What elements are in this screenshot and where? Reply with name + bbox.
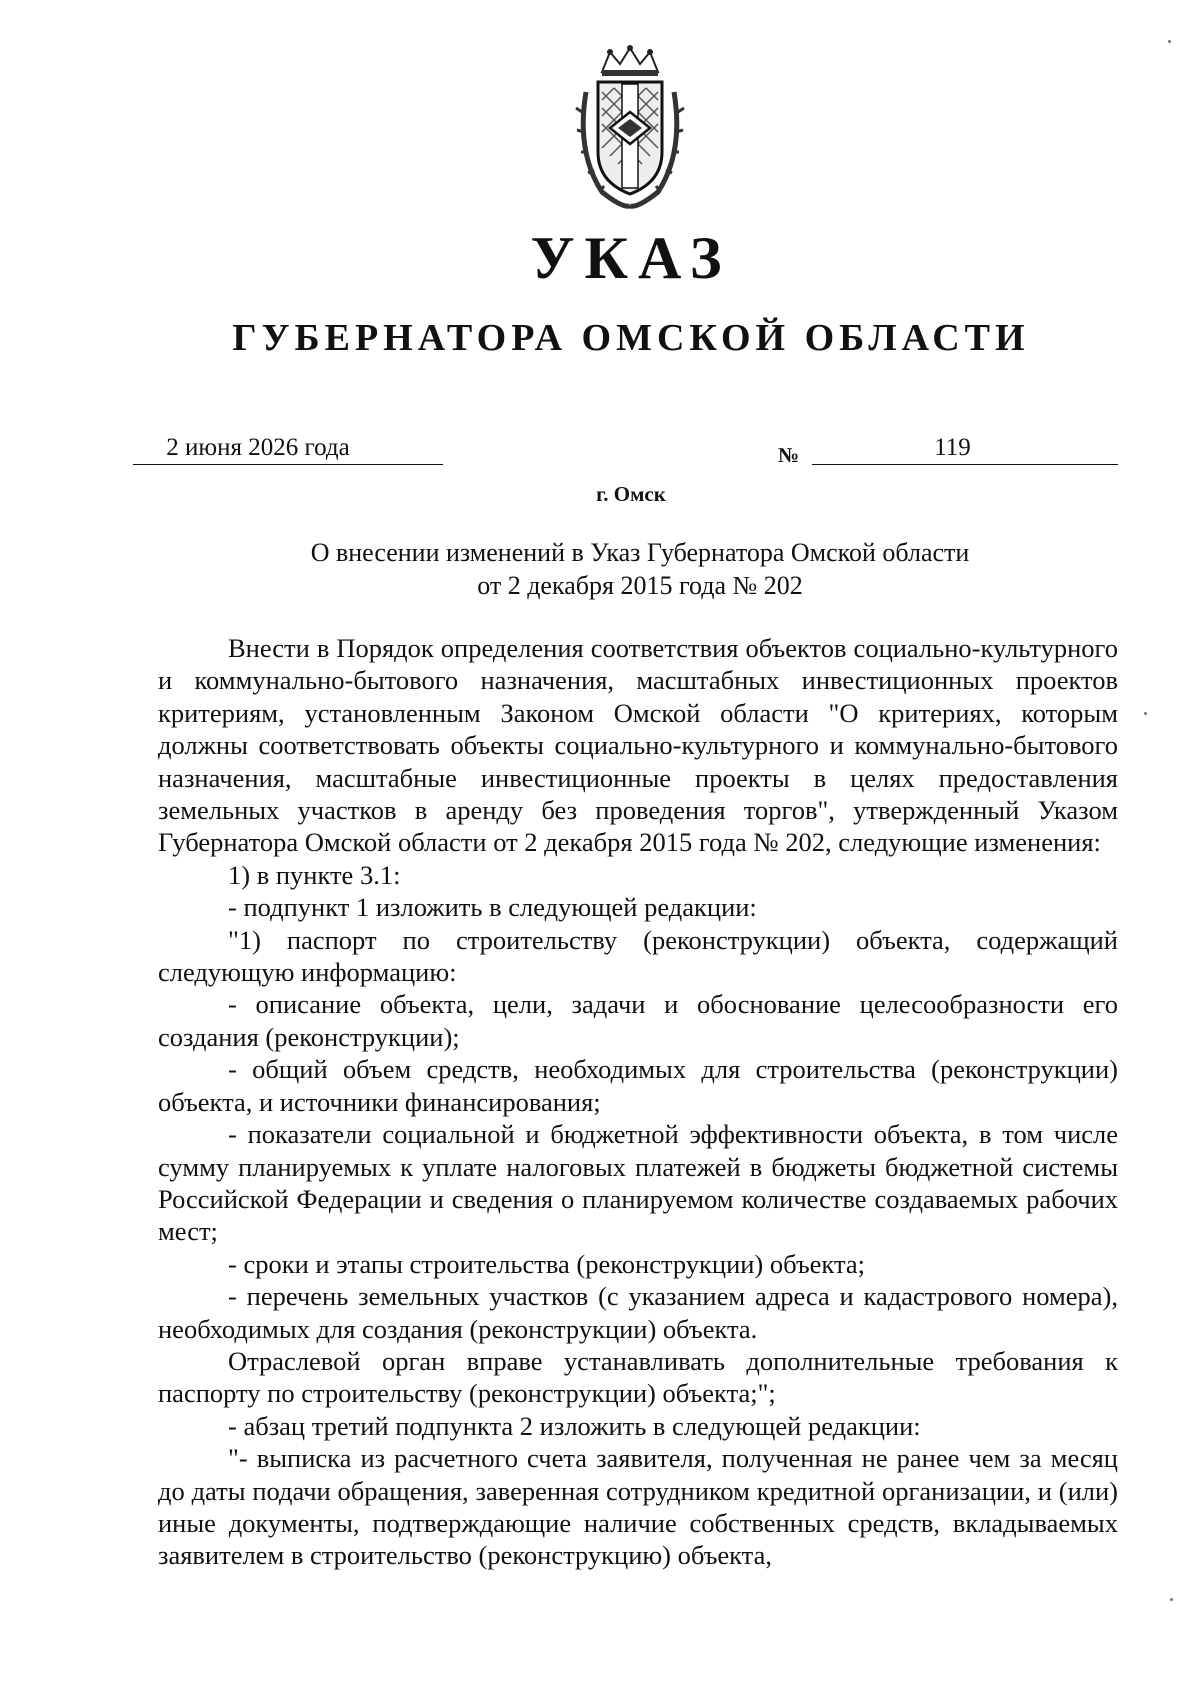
document-date: 2 июня 2026 года — [166, 434, 350, 461]
scan-speck — [1168, 40, 1171, 43]
body-paragraph: - показатели социальной и бюджетной эффективности объекта, в том числе сумму планируемых к уплате налоговых платежей в бюджеты бюджетной системы Российской Федерации и сведения о планируемом количестве создаваемых рабочих мест; — [158, 1119, 1118, 1247]
body-paragraph: - общий объем средств, необходимых для строительства (реконструкции) объекта, и источники финансирования; — [158, 1054, 1118, 1117]
body-paragraph: 1) в пункте 3.1: — [228, 859, 401, 890]
document-subtitle: ГУБЕРНАТОРА ОМСКОЙ ОБЛАСТИ — [232, 317, 1030, 359]
body-paragraph: Внести в Порядок определения соответствия объектов социально-культурного и коммунально-бытового назначения, масштабных инвестиционных проектов критериям, установленным Законом Омской области "О критериях, которым должны соответствовать объекты социально-культурного и коммунально-бытового назначения, масштабные инвестиционные проекты в целях предоставления земельных участков в аренду без проведения торгов", утвержденный Указом Губернатора Омской области от 2 декабря 2015 года № 202, следующие изменения: — [158, 633, 1118, 858]
document-city: г. Омск — [596, 482, 666, 506]
subject-line-2: от 2 декабря 2015 года № 202 — [477, 571, 803, 600]
document-title: УКАЗ — [530, 225, 732, 291]
body-paragraph: "- выписка из расчетного счета заявителя, полученная не ранее чем за месяц до даты подачи обращения, заверенная сотрудником кредитной организации, и (или) иные документы, подтверждающие наличие собственных средств, вкладываемых заявителем в строительство (реконструкцию) объекта, — [158, 1443, 1118, 1571]
document-number-field — [812, 432, 1118, 465]
body-paragraph: - описание объекта, цели, задачи и обоснование целесообразности его создания (реконструкции); — [158, 989, 1118, 1052]
body-paragraph: - сроки и этапы строительства (реконструкции) объекта; — [228, 1248, 865, 1279]
body-paragraph: - подпункт 1 изложить в следующей редакции: — [228, 892, 757, 923]
number-label: № — [778, 443, 800, 467]
subject-line-1: О внесении изменений в Указ Губернатора Омской области — [310, 538, 970, 567]
scan-speck — [1170, 1598, 1173, 1601]
body-paragraph: - перечень земельных участков (с указанием адреса и кадастрового номера), необходимых для создания (реконструкции) объекта. — [158, 1281, 1118, 1344]
document-subject — [200, 536, 1080, 602]
scan-speck — [1144, 712, 1147, 715]
body-paragraph: - абзац третий подпункта 2 изложить в следующей редакции: — [228, 1410, 921, 1441]
document-number: 119 — [934, 434, 971, 461]
document-body — [158, 632, 1118, 1572]
document-date-field — [133, 432, 443, 465]
omsk-coat-of-arms-icon — [572, 42, 688, 210]
body-paragraph: "1) паспорт по строительству (реконструкции) объекта, содержащий следующую информацию: — [158, 924, 1118, 988]
body-paragraph: Отраслевой орган вправе устанавливать дополнительные требования к паспорту по строительству (реконструкции) объекта;"; — [158, 1345, 1118, 1409]
